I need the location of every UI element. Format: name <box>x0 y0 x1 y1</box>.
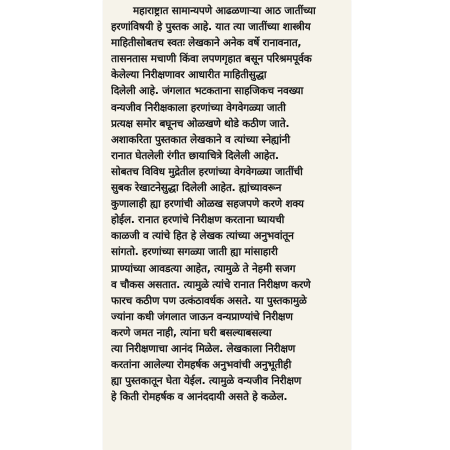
document-sheet <box>103 0 351 450</box>
text-line: सांगतो. हरणांच्या सगळ्या जाती ह्या मांसाहारी <box>111 246 278 259</box>
text-line: महाराष्ट्रात सामान्यपणे आढळणाऱ्या आठ जातींच्या <box>133 5 316 17</box>
text-line: दिलेली आहे. जंगलात भटकताना साहजिकच नवख्या <box>111 85 304 98</box>
text-line: सुबक रेखाटनेसुद्धा दिलेली आहेत. ह्यांच्यावरून <box>111 182 282 195</box>
text-line: व चौकस असतात. त्यामुळे त्यांचे रानात निरीक्षण करणे <box>111 278 311 291</box>
body-text <box>111 3 347 405</box>
text-line: फारच कठीण पण उत्कंठावर्धक असते. या पुस्तकामुळे <box>111 294 307 307</box>
text-line: काळजी व त्यांचे हित हे लेखक त्यांच्या अनुभवांतून <box>111 230 294 243</box>
text-line: प्रत्यक्ष समोर बघूनच ओळखणे थोडे कठीण जाते. <box>111 117 290 130</box>
text-line: कुणालाही ह्या हरणांची ओळख सहजपणे करणे शक्य <box>111 198 304 211</box>
text-line: करतांना आलेल्या रोमहर्षक अनुभवांची अनुभूतीही <box>111 359 292 372</box>
watermark <box>189 442 269 448</box>
text-line: त्या निरीक्षणाचा आनंद मिळेल. लेखकाला निरीक्षण <box>111 342 296 355</box>
text-line: रानात घेतलेली रंगीत छायाचित्रे दिलेली आहेत. <box>111 149 279 162</box>
text-line: अशाकरिता पुस्तकात लेखकाने व त्यांच्या स्नेह्यांनी <box>111 133 290 146</box>
text-line: केलेल्या निरीक्षणावर आधारीत माहितीसुद्धा <box>111 69 267 82</box>
text-line: माहितीसोबतच स्वतः लेखकाने अनेक वर्षे रानावनात, <box>111 37 302 50</box>
text-line: प्राण्यांच्या आवडत्या आहेत, त्यामुळे ते नेहमी सजग <box>111 262 296 275</box>
text-line: हे किती रोमहर्षक व आनंददायी असते हे कळेल. <box>111 391 288 404</box>
text-line: वन्यजीव निरीक्षकाला हरणांच्या वेगवेगळ्या जाती <box>111 101 286 114</box>
text-line: होईल. रानात हरणांचे निरीक्षण करताना घ्यायची <box>111 214 285 227</box>
text-line: हरणांविषयी हे पुस्तक आहे. यात त्या जातींच्या शास्त्रीय <box>111 21 311 34</box>
text-line: ह्या पुस्तकातून घेता येईल. त्यामुळे वन्यजीव निरीक्षण <box>111 375 302 388</box>
text-line: तासनतास मचाणी किंवा लपणगृहात बसून परिश्रमपूर्वक <box>111 53 312 66</box>
text-line: ज्यांना कधी जंगलात जाऊन वन्यप्राण्यांचे निरीक्षण <box>111 310 293 323</box>
text-line: सोबतच विविध मुद्रेतील हरणांच्या वेगवेगळ्या जातींची <box>111 165 303 178</box>
text-line: करणे जमत नाही, त्यांना घरी बसल्याबसल्या <box>111 326 272 339</box>
